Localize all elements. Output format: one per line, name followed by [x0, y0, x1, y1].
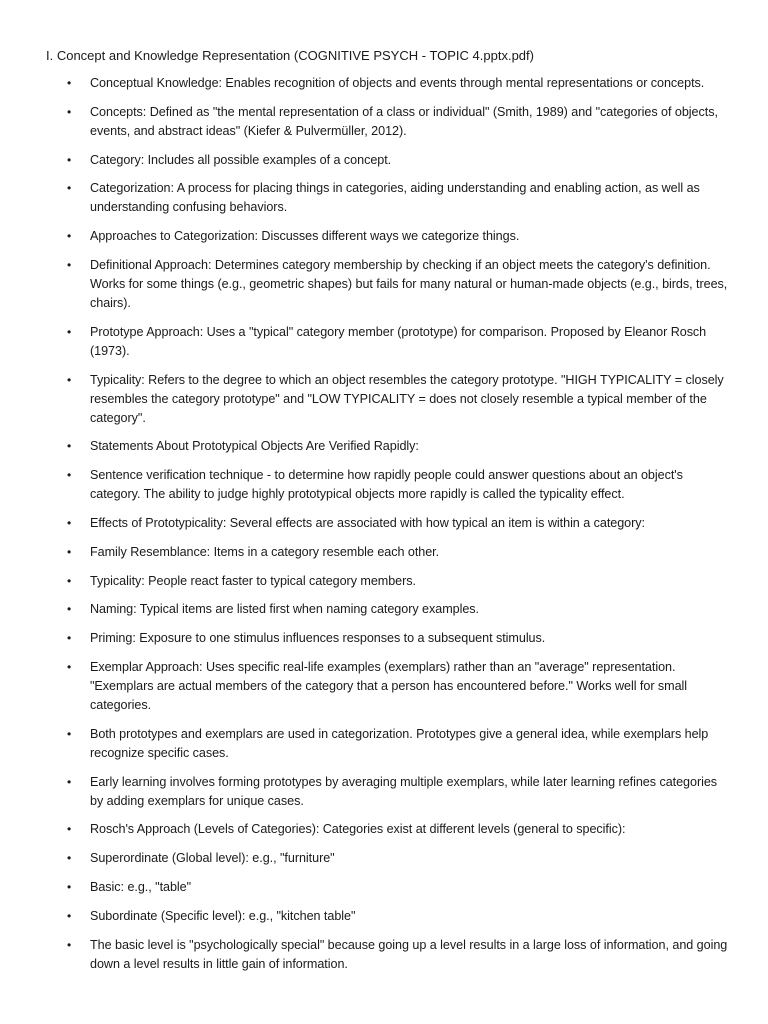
list-item [46, 466, 728, 504]
bullet-icon: • [67, 76, 72, 90]
list-item [46, 572, 728, 591]
list-item-text: Naming: Typical items are listed first when naming category examples. [90, 602, 479, 617]
list-item-text: Exemplar Approach: Uses specific real-life examples (exemplars) rather than an "average" representation. "Exemplars are actual members of the category that a person has encountered before." Works well for small categories. [90, 659, 688, 712]
bullet-icon: • [67, 544, 72, 559]
list-item-text: Effects of Prototypicality: Several effects are associated with how typical an item is within a category: [90, 515, 645, 530]
list-item [46, 371, 728, 428]
bullet-icon: • [67, 822, 72, 837]
list-item [46, 256, 728, 313]
list-item [46, 227, 728, 246]
list-item-text: The basic level is "psychologically special" because going up a level results in a large loss of information, and going down a level results in little gain of information. [90, 937, 728, 971]
list-item [46, 820, 728, 839]
list-item-text: Early learning involves forming prototypes by averaging multiple exemplars, while later learning refines categories by adding exemplars for unique cases. [90, 774, 718, 808]
bullet-icon: • [67, 879, 72, 894]
bullet-icon: • [67, 229, 72, 244]
list-item-text: Category: Includes all possible examples of a concept. [90, 152, 392, 167]
list-item [46, 179, 728, 217]
list-item [46, 849, 728, 868]
bullet-icon: • [67, 439, 72, 454]
list-item [46, 936, 728, 974]
list-item-text: Basic: e.g., "table" [90, 879, 192, 894]
list-item-text: Sentence verification technique - to determine how rapidly people could answer questions about an object's category. The ability to judge highly prototypical objects more rapidly is called the typicality effect. [90, 468, 683, 502]
bullet-icon: • [67, 774, 72, 789]
list-item [46, 878, 728, 897]
bullet-icon: • [67, 602, 72, 617]
list-item [46, 103, 728, 141]
bullet-icon: • [67, 468, 72, 483]
list-item [46, 323, 728, 361]
bullet-icon: • [67, 152, 72, 167]
list-item [46, 543, 728, 562]
list-item [46, 74, 728, 93]
list-item-text: Prototype Approach: Uses a "typical" category member (prototype) for comparison. Proposed by Eleanor Rosch (1973). [90, 324, 707, 358]
bullet-icon: • [67, 324, 72, 339]
bullet-icon: • [67, 726, 72, 741]
bullet-icon: • [67, 104, 72, 119]
bullet-icon: • [67, 573, 72, 588]
list-item-text: Definitional Approach: Determines category membership by checking if an object meets the category's definition. Works for some things (e.g., geometric shapes) but fails for many natural or human-made objects (e.g., birds, trees, chairs). [90, 257, 728, 310]
list-item [46, 725, 728, 763]
list-item-text: Statements About Prototypical Objects Are Verified Rapidly: [90, 439, 419, 454]
list-item-text: Conceptual Knowledge: Enables recognition of objects and events through mental representations or concepts. [90, 76, 705, 90]
list-item-text: Superordinate (Global level): e.g., "furniture" [90, 851, 335, 866]
list-item-text: Typicality: People react faster to typical category members. [90, 573, 416, 588]
list-item-text: Typicality: Refers to the degree to which an object resembles the category prototype. "HIGH TYPICALITY = closely resembles the category prototype" and "LOW TYPICALITY = does not closely resemble a typical member of the category". [90, 372, 724, 425]
list-item-text: Priming: Exposure to one stimulus influences responses to a subsequent stimulus. [90, 631, 546, 646]
list-item [46, 658, 728, 715]
list-item [46, 151, 728, 170]
bullet-icon: • [67, 181, 72, 196]
bullet-icon: • [67, 372, 72, 387]
bullet-icon: • [67, 257, 72, 272]
bullet-list [46, 74, 728, 974]
list-item [46, 600, 728, 619]
list-item-text: Both prototypes and exemplars are used in categorization. Prototypes give a general idea, while exemplars help recognize specific cases. [90, 726, 709, 760]
bullet-icon: • [67, 515, 72, 530]
list-item [46, 514, 728, 533]
list-item-text: Approaches to Categorization: Discusses different ways we categorize things. [90, 229, 520, 244]
section-heading: I. Concept and Knowledge Representation (COGNITIVE PSYCH - TOPIC 4.pptx.pdf) [46, 48, 534, 63]
list-item-text: Concepts: Defined as "the mental representation of a class or individual" (Smith, 1989) and "categories of objects, events, and abstract ideas" (Kiefer & Pulvermüller, 2012). [90, 104, 718, 138]
list-item-text: Categorization: A process for placing things in categories, aiding understanding and enabling action, as well as understanding confusing behaviors. [90, 181, 700, 215]
bullet-icon: • [67, 937, 72, 952]
bullet-icon: • [67, 908, 72, 923]
list-item [46, 773, 728, 811]
bullet-icon: • [67, 631, 72, 646]
list-item-text: Rosch's Approach (Levels of Categories): Categories exist at different levels (general to specific): [90, 822, 626, 837]
list-item [46, 437, 728, 456]
list-item-text: Subordinate (Specific level): e.g., "kitchen table" [90, 908, 356, 923]
list-item [46, 629, 728, 648]
bullet-icon: • [67, 659, 72, 674]
list-item-text: Family Resemblance: Items in a category resemble each other. [90, 544, 440, 559]
bullet-icon: • [67, 851, 72, 866]
list-item [46, 907, 728, 926]
